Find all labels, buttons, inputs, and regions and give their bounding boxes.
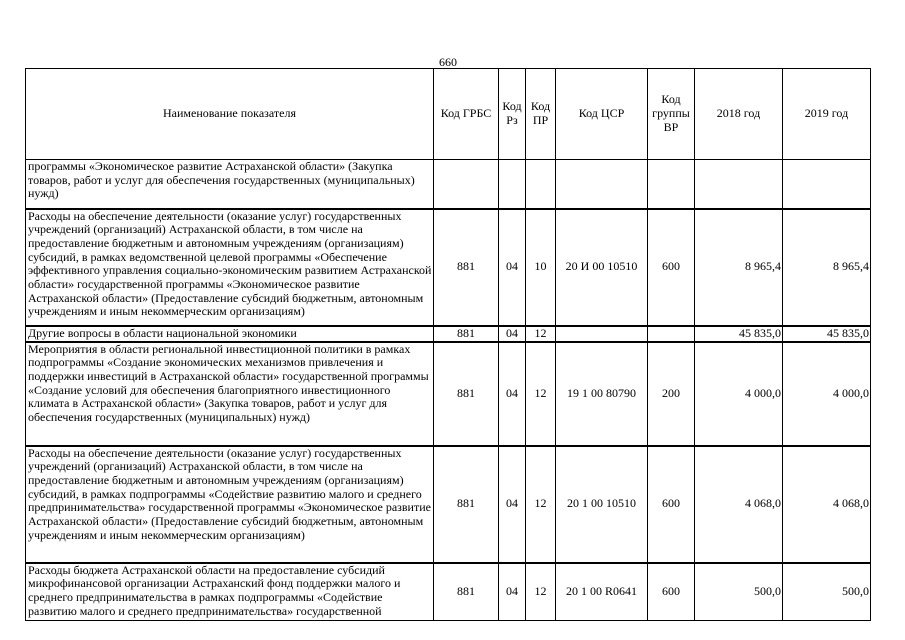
row-2018: 4 000,0 (695, 342, 783, 446)
header-grbs: Код ГРБС (434, 69, 499, 160)
row-2019: 8 965,4 (783, 209, 871, 326)
row-rz: 04 (499, 563, 526, 621)
table-row (26, 563, 871, 621)
row-pr: 12 (526, 563, 556, 621)
row-grbs: 881 (434, 209, 499, 326)
row-csr (556, 326, 648, 342)
row-rz: 04 (499, 446, 526, 563)
row-vr: 200 (648, 342, 695, 446)
row-pr: 10 (526, 209, 556, 326)
row-2019: 500,0 (783, 563, 871, 621)
row-vr: 600 (648, 446, 695, 563)
row-name: Другие вопросы в области национальной экономики (26, 326, 434, 342)
row-csr: 20 И 00 10510 (556, 209, 648, 326)
row-2018: 45 835,0 (695, 326, 783, 342)
header-csr: Код ЦСР (556, 69, 648, 160)
row-vr (648, 326, 695, 342)
row-pr (526, 160, 556, 209)
table-row (26, 160, 871, 209)
row-2019: 45 835,0 (783, 326, 871, 342)
row-grbs (434, 160, 499, 209)
row-pr: 12 (526, 342, 556, 446)
row-grbs: 881 (434, 342, 499, 446)
header-rz: Код Рз (499, 69, 526, 160)
row-2018 (695, 160, 783, 209)
row-grbs: 881 (434, 563, 499, 621)
row-vr (648, 160, 695, 209)
row-pr: 12 (526, 446, 556, 563)
row-grbs: 881 (434, 326, 499, 342)
row-csr: 20 1 00 R0641 (556, 563, 648, 621)
header-2019: 2019 год (783, 69, 871, 160)
row-rz: 04 (499, 342, 526, 446)
row-2018: 8 965,4 (695, 209, 783, 326)
row-2019: 4 068,0 (783, 446, 871, 563)
budget-table (25, 68, 871, 621)
row-2019: 4 000,0 (783, 342, 871, 446)
table-row (26, 326, 871, 342)
row-csr: 20 1 00 10510 (556, 446, 648, 563)
row-csr (556, 160, 648, 209)
row-rz: 04 (499, 326, 526, 342)
row-name: Расходы бюджета Астраханской области на предоставление субсидий микрофинансовой организации Астраханский фонд поддержки малого и среднего предпринимательства в рамках подпрограммы «Содействие развитию малого и среднего предпринимательства» государственной (26, 563, 434, 621)
row-grbs: 881 (434, 446, 499, 563)
row-vr: 600 (648, 209, 695, 326)
row-pr: 12 (526, 326, 556, 342)
table-row (26, 446, 871, 563)
row-name: Мероприятия в области региональной инвестиционной политики в рамках подпрограммы «Создание экономических механизмов привлечения и поддержки инвестиций в Астраханской области» государственной программы «Создание условий для обеспечения благоприятного инвестиционного климата в Астраханской области» (Закупка товаров, работ и услуг для обеспечения государственных (муниципальных) нужд) (26, 342, 434, 446)
row-2018: 4 068,0 (695, 446, 783, 563)
table-row (26, 209, 871, 326)
row-vr: 600 (648, 563, 695, 621)
row-csr: 19 1 00 80790 (556, 342, 648, 446)
row-rz (499, 160, 526, 209)
header-vr: Код группы ВР (648, 69, 695, 160)
header-name: Наименование показателя (26, 69, 434, 160)
table-row (26, 342, 871, 446)
row-2018: 500,0 (695, 563, 783, 621)
row-2019 (783, 160, 871, 209)
row-name: Расходы на обеспечение деятельности (оказание услуг) государственных учреждений (организаций) Астраханской области, в том числе на предоставление бюджетным и автономным учреждениям (организациям) субсидий, в рамках ведомственной целевой программы «Обеспечение эффективного управления социально-экономическим развитием Астраханской области» государственной программы «Экономическое развитие Астраханской области» (Предоставление субсидий бюджетным, автономным учреждениям и иным некоммерческим организациям) (26, 209, 434, 326)
row-name: программы «Экономическое развитие Астраханской области» (Закупка товаров, работ и услуг для обеспечения государственных (муниципальных) нужд) (26, 160, 434, 209)
header-2018: 2018 год (695, 69, 783, 160)
page-number: 660 (439, 55, 457, 69)
header-pr: Код ПР (526, 69, 556, 160)
table-header-row (26, 69, 871, 160)
row-name: Расходы на обеспечение деятельности (оказание услуг) государственных учреждений (организаций) Астраханской области, в том числе на предоставление бюджетным и автономным учреждениям (организациям) субсидий, в рамках подпрограммы «Содействие развитию малого и среднего предпринимательства» государственной программы «Экономическое развитие Астраханской области» (Предоставление субсидий бюджетным, автономным учреждениям и иным некоммерческим организациям) (26, 446, 434, 563)
row-rz: 04 (499, 209, 526, 326)
